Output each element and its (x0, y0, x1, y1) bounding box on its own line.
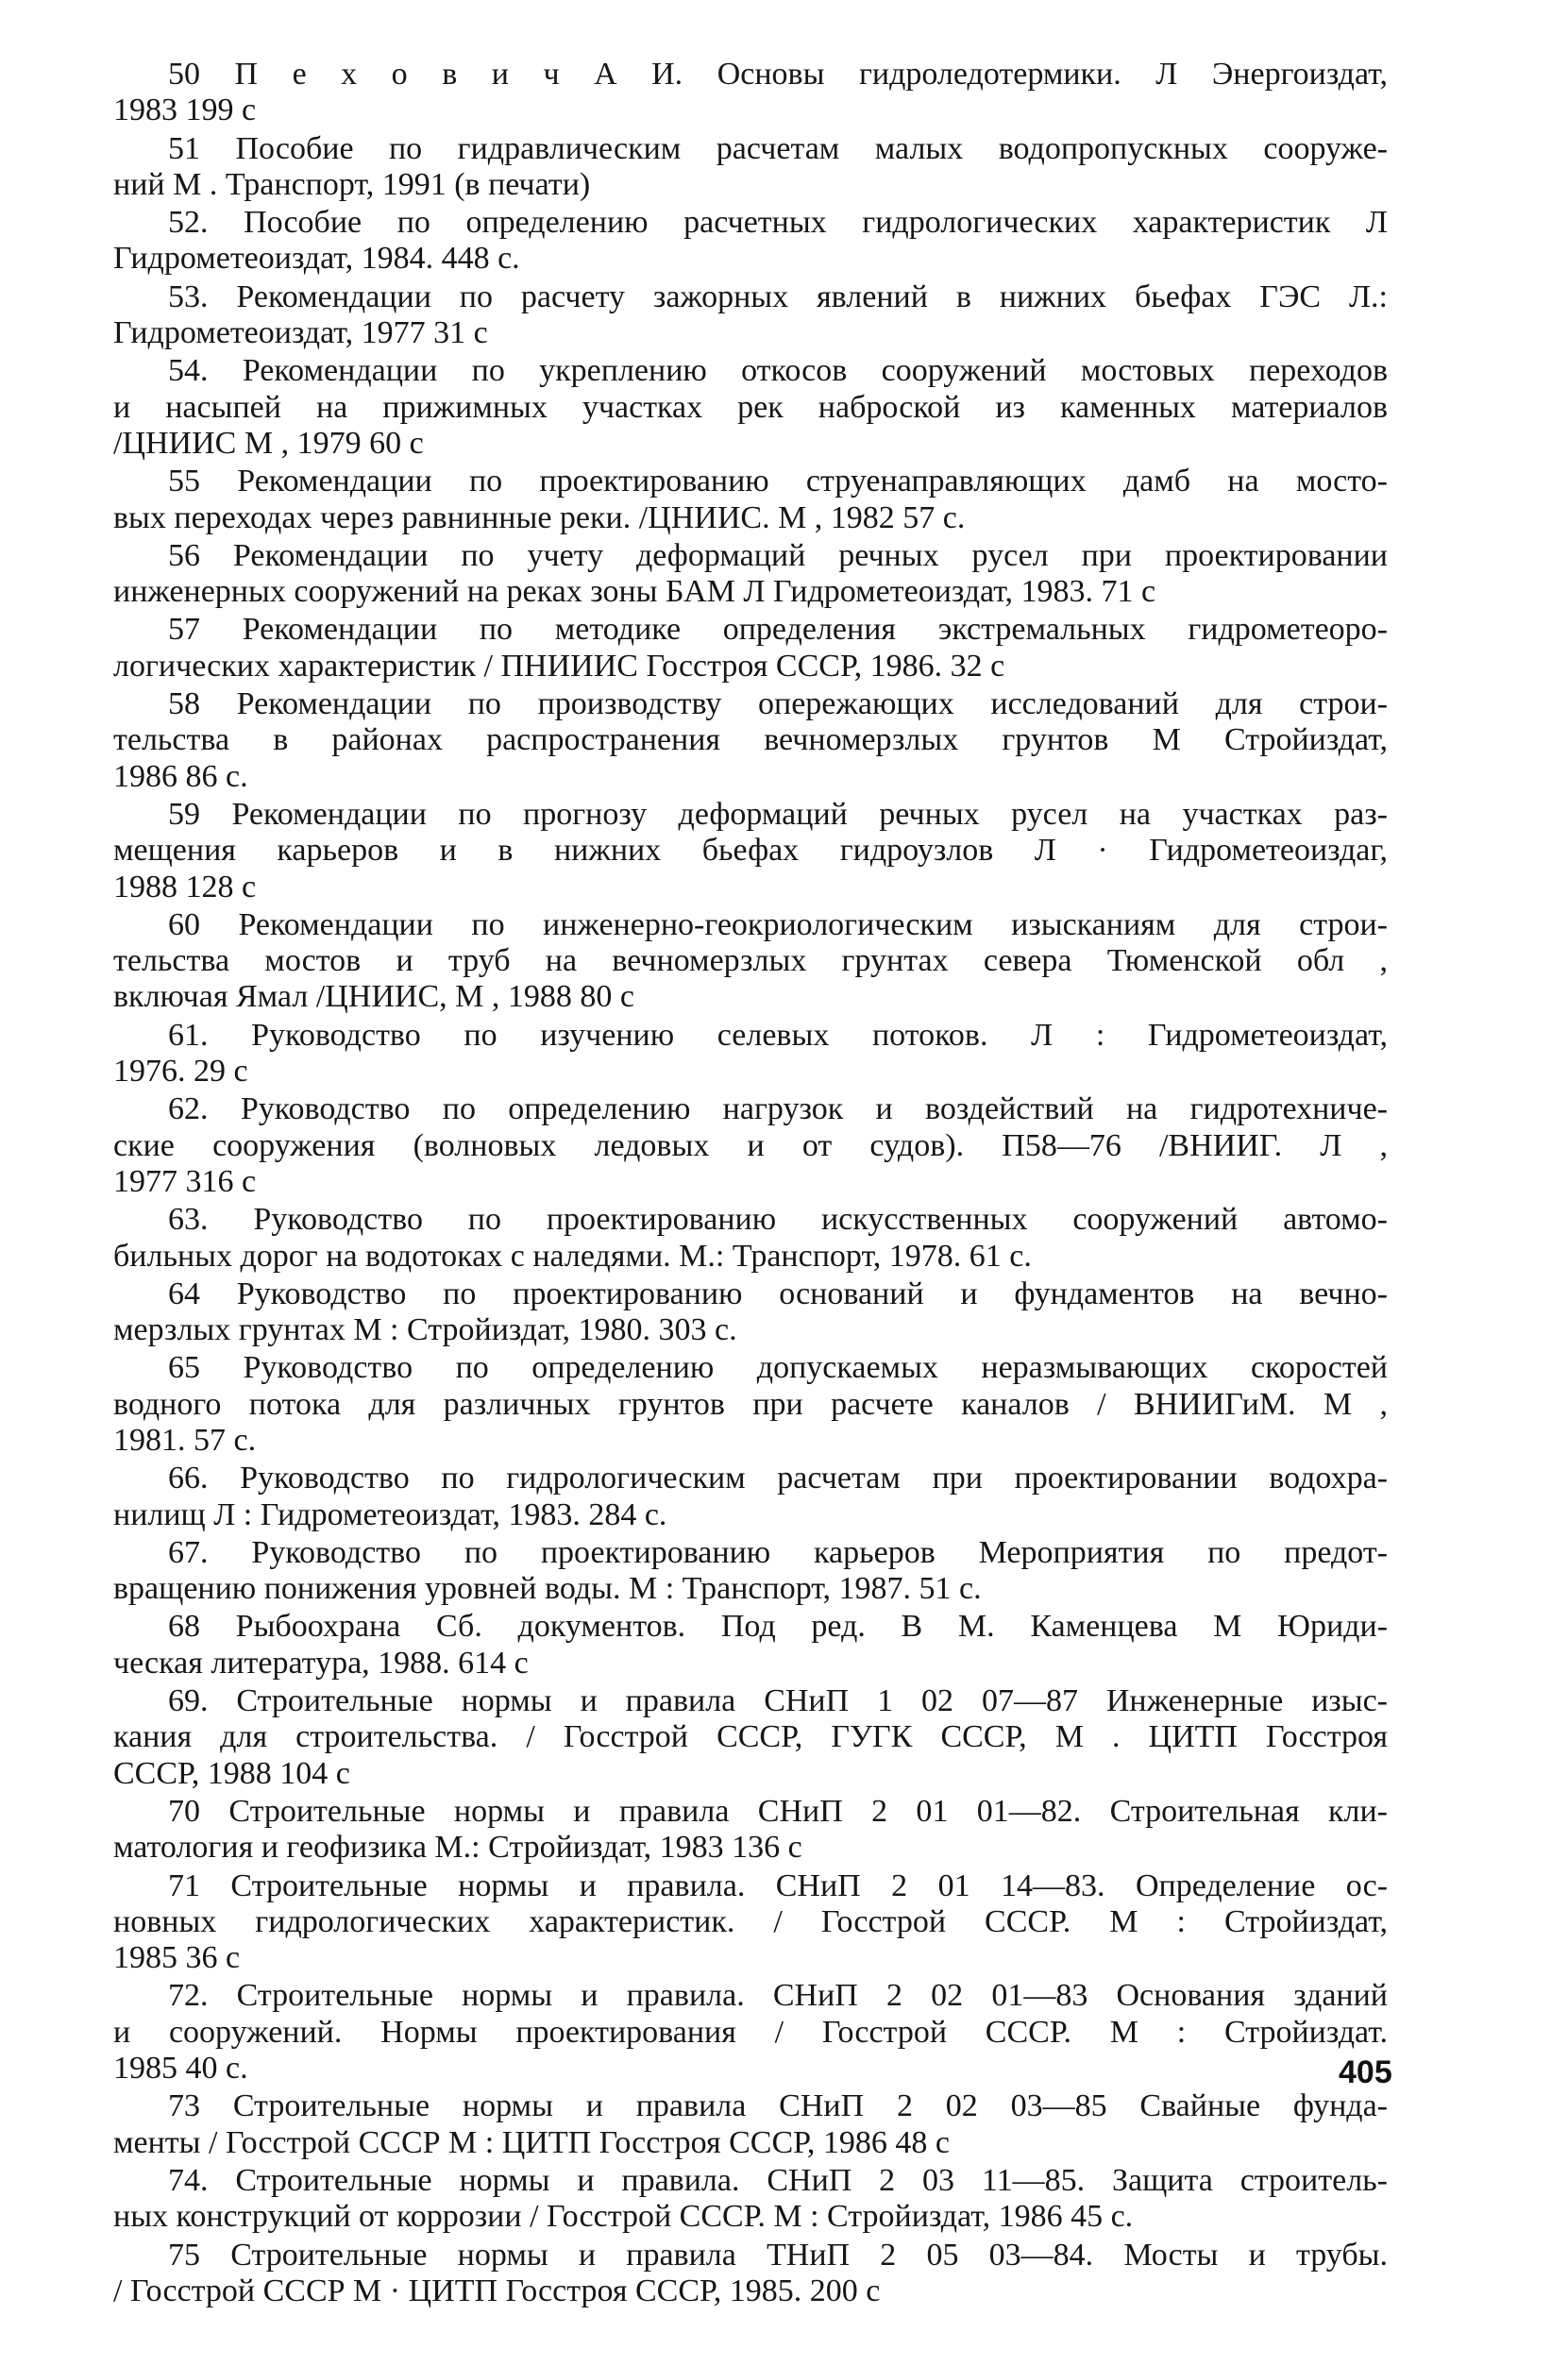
reference-entry (113, 57, 1388, 129)
reference-first-line: 60 Рекомендации по инженерно-геокриологическим изысканиям для строи- (168, 906, 1388, 942)
reference-entry (113, 1350, 1388, 1459)
reference-continuation-line: бильных дорог на водотоках с наледями. М.: Транспорт, 1978. 61 с. (113, 1238, 1032, 1274)
reference-entry (113, 1609, 1388, 1682)
reference-continuation-line: 1976. 29 с (113, 1054, 248, 1090)
reference-continuation-line: вращению понижения уровней воды. М : Транспорт, 1987. 51 с. (113, 1571, 982, 1607)
reference-continuation-line: водного потока для различных грунтов при расчете каналов / ВНИИГиМ. М , (113, 1386, 1388, 1422)
reference-continuation-line: 1981. 57 с. (113, 1422, 257, 1458)
reference-entry (113, 279, 1388, 352)
reference-entry (113, 686, 1388, 795)
reference-continuation-line: матология и геофизика М.: Стройиздат, 1983 136 с (113, 1830, 802, 1866)
reference-continuation-line: 1988 128 с (113, 869, 257, 904)
reference-first-line: 53. Рекомендации по расчету зажорных явлений в нижних бьефах ГЭС Л.: (168, 279, 1388, 314)
reference-continuation-line: ские сооружения (волновых ледовых и от судов). П58—76 /ВНИИГ. Л , (113, 1127, 1388, 1163)
reference-entry (113, 612, 1388, 684)
reference-entry (113, 1794, 1388, 1867)
reference-continuation-line: 1977 316 с (113, 1163, 257, 1199)
reference-entry (113, 1868, 1388, 1977)
reference-first-line: 65 Руководство по определению допускаемых неразмывающих скоростей (168, 1350, 1388, 1386)
reference-entry (113, 1018, 1388, 1090)
reference-entry (113, 1091, 1388, 1200)
reference-first-line: 74. Строительные нормы и правила. СНиП 2 03 11—85. Защита строитель- (168, 2162, 1388, 2198)
reference-continuation-line: Гидрометеоиздат, 1977 31 с (113, 315, 488, 351)
reference-first-line: 57 Рекомендации по методике определения экстремальных гидрометеоро- (168, 612, 1388, 648)
reference-continuation-line: мерзлых грунтах М : Стройиздат, 1980. 303 с. (113, 1312, 737, 1348)
reference-continuation-line: ных конструкций от коррозии / Госстрой СССР. М : Стройиздат, 1986 45 с. (113, 2199, 1134, 2235)
reference-entry (113, 1535, 1388, 1608)
page-number: 405 (1339, 2054, 1392, 2090)
reference-entry (113, 797, 1388, 905)
reference-first-line: 61. Руководство по изучению селевых потоков. Л : Гидрометеоиздат, (168, 1017, 1388, 1053)
reference-continuation-line: тельства в районах распространения вечномерзлых грунтов М Стройиздат, (113, 722, 1388, 758)
reference-entry (113, 2088, 1388, 2161)
reference-entry (113, 205, 1388, 278)
reference-entry (113, 464, 1388, 536)
reference-continuation-line: 1983 199 с (113, 93, 257, 128)
reference-entry (113, 1461, 1388, 1533)
reference-first-line: 72. Строительные нормы и правила. СНиП 2 02 01—83 Основания зданий (168, 1978, 1388, 2014)
reference-first-line: 54. Рекомендации по укреплению откосов сооружений мостовых переходов (168, 353, 1388, 389)
reference-continuation-line: /ЦНИИС М , 1979 60 с (113, 425, 424, 461)
reference-first-line: 73 Строительные нормы и правила СНиП 2 02 03—85 Свайные фунда- (168, 2088, 1388, 2124)
reference-first-line: 70 Строительные нормы и правила СНиП 2 01 01—82. Строительная кли- (168, 1793, 1388, 1829)
reference-entry (113, 1978, 1388, 2087)
reference-continuation-line: инженерных сооружений на реках зоны БАМ Л Гидрометеоиздат, 1983. 71 с (113, 574, 1156, 610)
reference-first-line: 59 Рекомендации по прогнозу деформаций речных русел на участках раз- (168, 796, 1388, 832)
reference-continuation-line: 1985 40 с. (113, 2051, 248, 2087)
reference-continuation-line: включая Ямал /ЦНИИС, М , 1988 80 с (113, 979, 634, 1015)
reference-entry (113, 1683, 1388, 1792)
reference-continuation-line: 1985 36 с (113, 1940, 241, 1976)
reference-first-line: 51 Пособие по гидравлическим расчетам малых водопропускных сооруже- (168, 130, 1388, 166)
reference-first-line: 75 Строительные нормы и правила ТНиП 2 05 03—84. Мосты и трубы. (168, 2237, 1388, 2273)
reference-continuation-line: вых переходах через равнинные реки. /ЦНИИС. М , 1982 57 с. (113, 499, 966, 535)
reference-continuation-line: нилищ Л : Гидрометеоиздат, 1983. 284 с. (113, 1496, 667, 1532)
reference-first-line: 55 Рекомендации по проектированию струенаправляющих дамб на мосто- (168, 464, 1388, 499)
reference-first-line: 50 П е х о в и ч А И. Основы гидроледотермики. Л Энергоиздат, (168, 57, 1388, 92)
reference-continuation-line: ческая литература, 1988. 614 с (113, 1645, 529, 1681)
reference-entry (113, 2163, 1388, 2236)
reference-continuation-line: и насыпей на прижимных участках рек наброской из каменных материалов (113, 389, 1388, 425)
reference-continuation-line: и сооружений. Нормы проектирования / Госстрой СССР. М : Стройиздат. (113, 2014, 1388, 2050)
reference-entry (113, 1276, 1388, 1349)
reference-continuation-line: ний М . Транспорт, 1991 (в печати) (113, 166, 591, 202)
reference-entry (113, 2238, 1388, 2310)
reference-entry (113, 907, 1388, 1016)
reference-list (113, 57, 1388, 2311)
reference-entry (113, 131, 1388, 204)
reference-continuation-line: новных гидрологических характеристик. / Госстрой СССР. М : Стройиздат, (113, 1903, 1388, 1939)
reference-first-line: 52. Пособие по определению расчетных гидрологических характеристик Л (168, 205, 1388, 241)
reference-continuation-line: мещения карьеров и в нижних бьефах гидроузлов Л · Гидрометеоиздаг, (113, 833, 1388, 869)
reference-continuation-line: тельства мостов и труб на вечномерзлых грунтах севера Тюменской обл , (113, 943, 1388, 979)
reference-continuation-line: логических характеристик / ПНИИИС Госстроя СССР, 1986. 32 с (113, 648, 1005, 684)
reference-first-line: 66. Руководство по гидрологическим расчетам при проектировании водохра- (168, 1461, 1388, 1496)
reference-continuation-line: Гидрометеоиздат, 1984. 448 с. (113, 241, 520, 277)
reference-continuation-line: СССР, 1988 104 с (113, 1755, 350, 1791)
reference-first-line: 71 Строительные нормы и правила. СНиП 2 01 14—83. Определение ос- (168, 1867, 1388, 1903)
reference-continuation-line: / Госстрой СССР М · ЦИТП Госстроя СССР, 1985. 200 с (113, 2273, 881, 2308)
reference-first-line: 67. Руководство по проектированию карьеров Мероприятия по предот- (168, 1534, 1388, 1570)
reference-entry (113, 538, 1388, 611)
reference-continuation-line: кания для строительства. / Госстрой СССР, ГУГК СССР, М . ЦИТП Госстроя (113, 1719, 1388, 1755)
reference-first-line: 63. Руководство по проектированию искусственных сооружений автомо- (168, 1202, 1388, 1238)
reference-first-line: 69. Строительные нормы и правила СНиП 1 02 07—87 Инженерные изыс- (168, 1683, 1388, 1719)
reference-first-line: 68 Рыбоохрана Сб. документов. Под ред. В М. Каменцева М Юриди- (168, 1609, 1388, 1645)
reference-entry (113, 1202, 1388, 1275)
reference-continuation-line: 1986 86 с. (113, 758, 248, 794)
reference-first-line: 56 Рекомендации по учету деформаций речных русел при проектировании (168, 537, 1388, 573)
reference-first-line: 64 Руководство по проектированию оснований и фундаментов на вечно- (168, 1276, 1388, 1311)
reference-first-line: 58 Рекомендации по производству опережающих исследований для строи- (168, 686, 1388, 722)
reference-continuation-line: менты / Госстрой СССР М : ЦИТП Госстроя СССР, 1986 48 с (113, 2124, 950, 2160)
reference-first-line: 62. Руководство по определению нагрузок и воздействий на гидротехниче- (168, 1091, 1388, 1127)
reference-entry (113, 353, 1388, 462)
